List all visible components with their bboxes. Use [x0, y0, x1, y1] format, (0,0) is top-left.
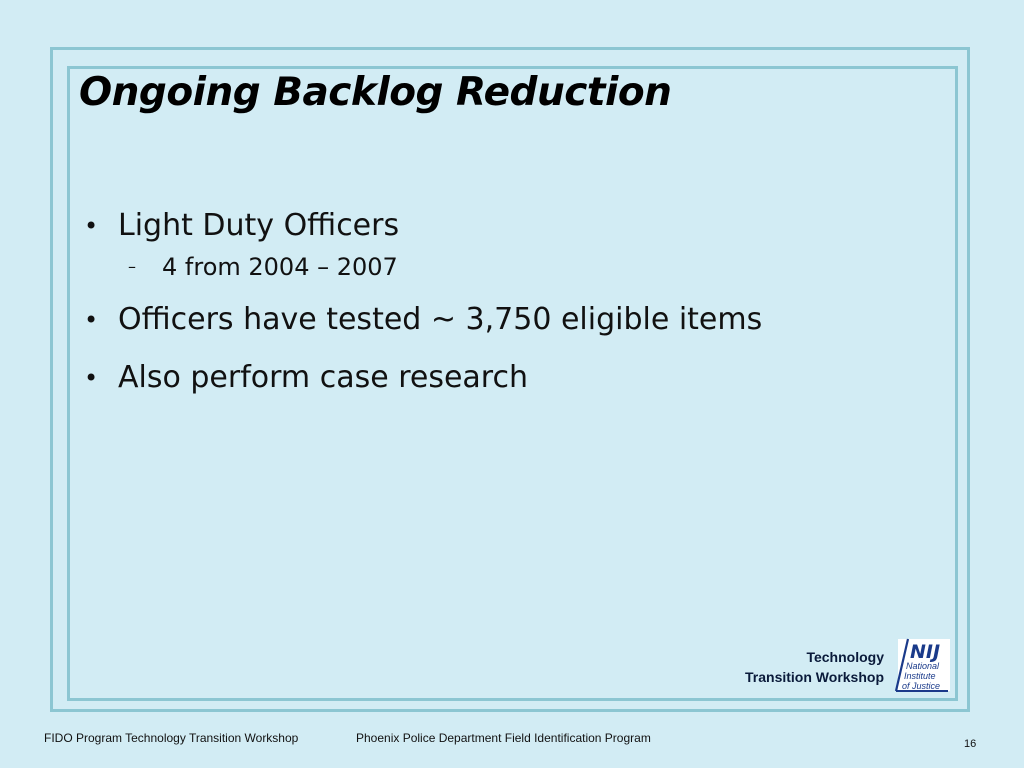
bullet-dot: • [84, 306, 99, 334]
nij-logo-acronym: NIJ [910, 641, 941, 663]
sub-bullet-dash: – [128, 257, 136, 276]
bullet-item [84, 356, 762, 400]
bullet-item [84, 204, 762, 248]
footer-left-text: FIDO Program Technology Transition Workshop [44, 731, 299, 745]
bullet-text: Light Duty Officers [118, 208, 400, 243]
bullet-text: Also perform case research [118, 360, 528, 395]
sub-bullet-item [84, 248, 762, 286]
nij-logo-line1: National [906, 661, 940, 671]
bullet-text: Officers have tested ~ 3,750 eligible items [118, 302, 763, 337]
nij-logo-line2: Institute [904, 671, 936, 681]
footer-middle-text: Phoenix Police Department Field Identification Program [356, 731, 651, 745]
slide-title: Ongoing Backlog Reduction [79, 70, 672, 115]
sub-bullet-text: 4 from 2004 – 2007 [162, 253, 398, 281]
bullet-list [84, 204, 762, 400]
bullet-dot: • [84, 364, 99, 392]
bullet-dot: • [84, 212, 99, 240]
nij-logo-icon [892, 637, 952, 693]
bullet-item [84, 298, 762, 342]
workshop-label-line1: Technology [806, 649, 884, 665]
workshop-label-line2: Transition Workshop [745, 669, 884, 685]
workshop-label [745, 647, 884, 687]
nij-logo-line3: of Justice [902, 681, 941, 691]
page-number: 16 [964, 738, 977, 750]
